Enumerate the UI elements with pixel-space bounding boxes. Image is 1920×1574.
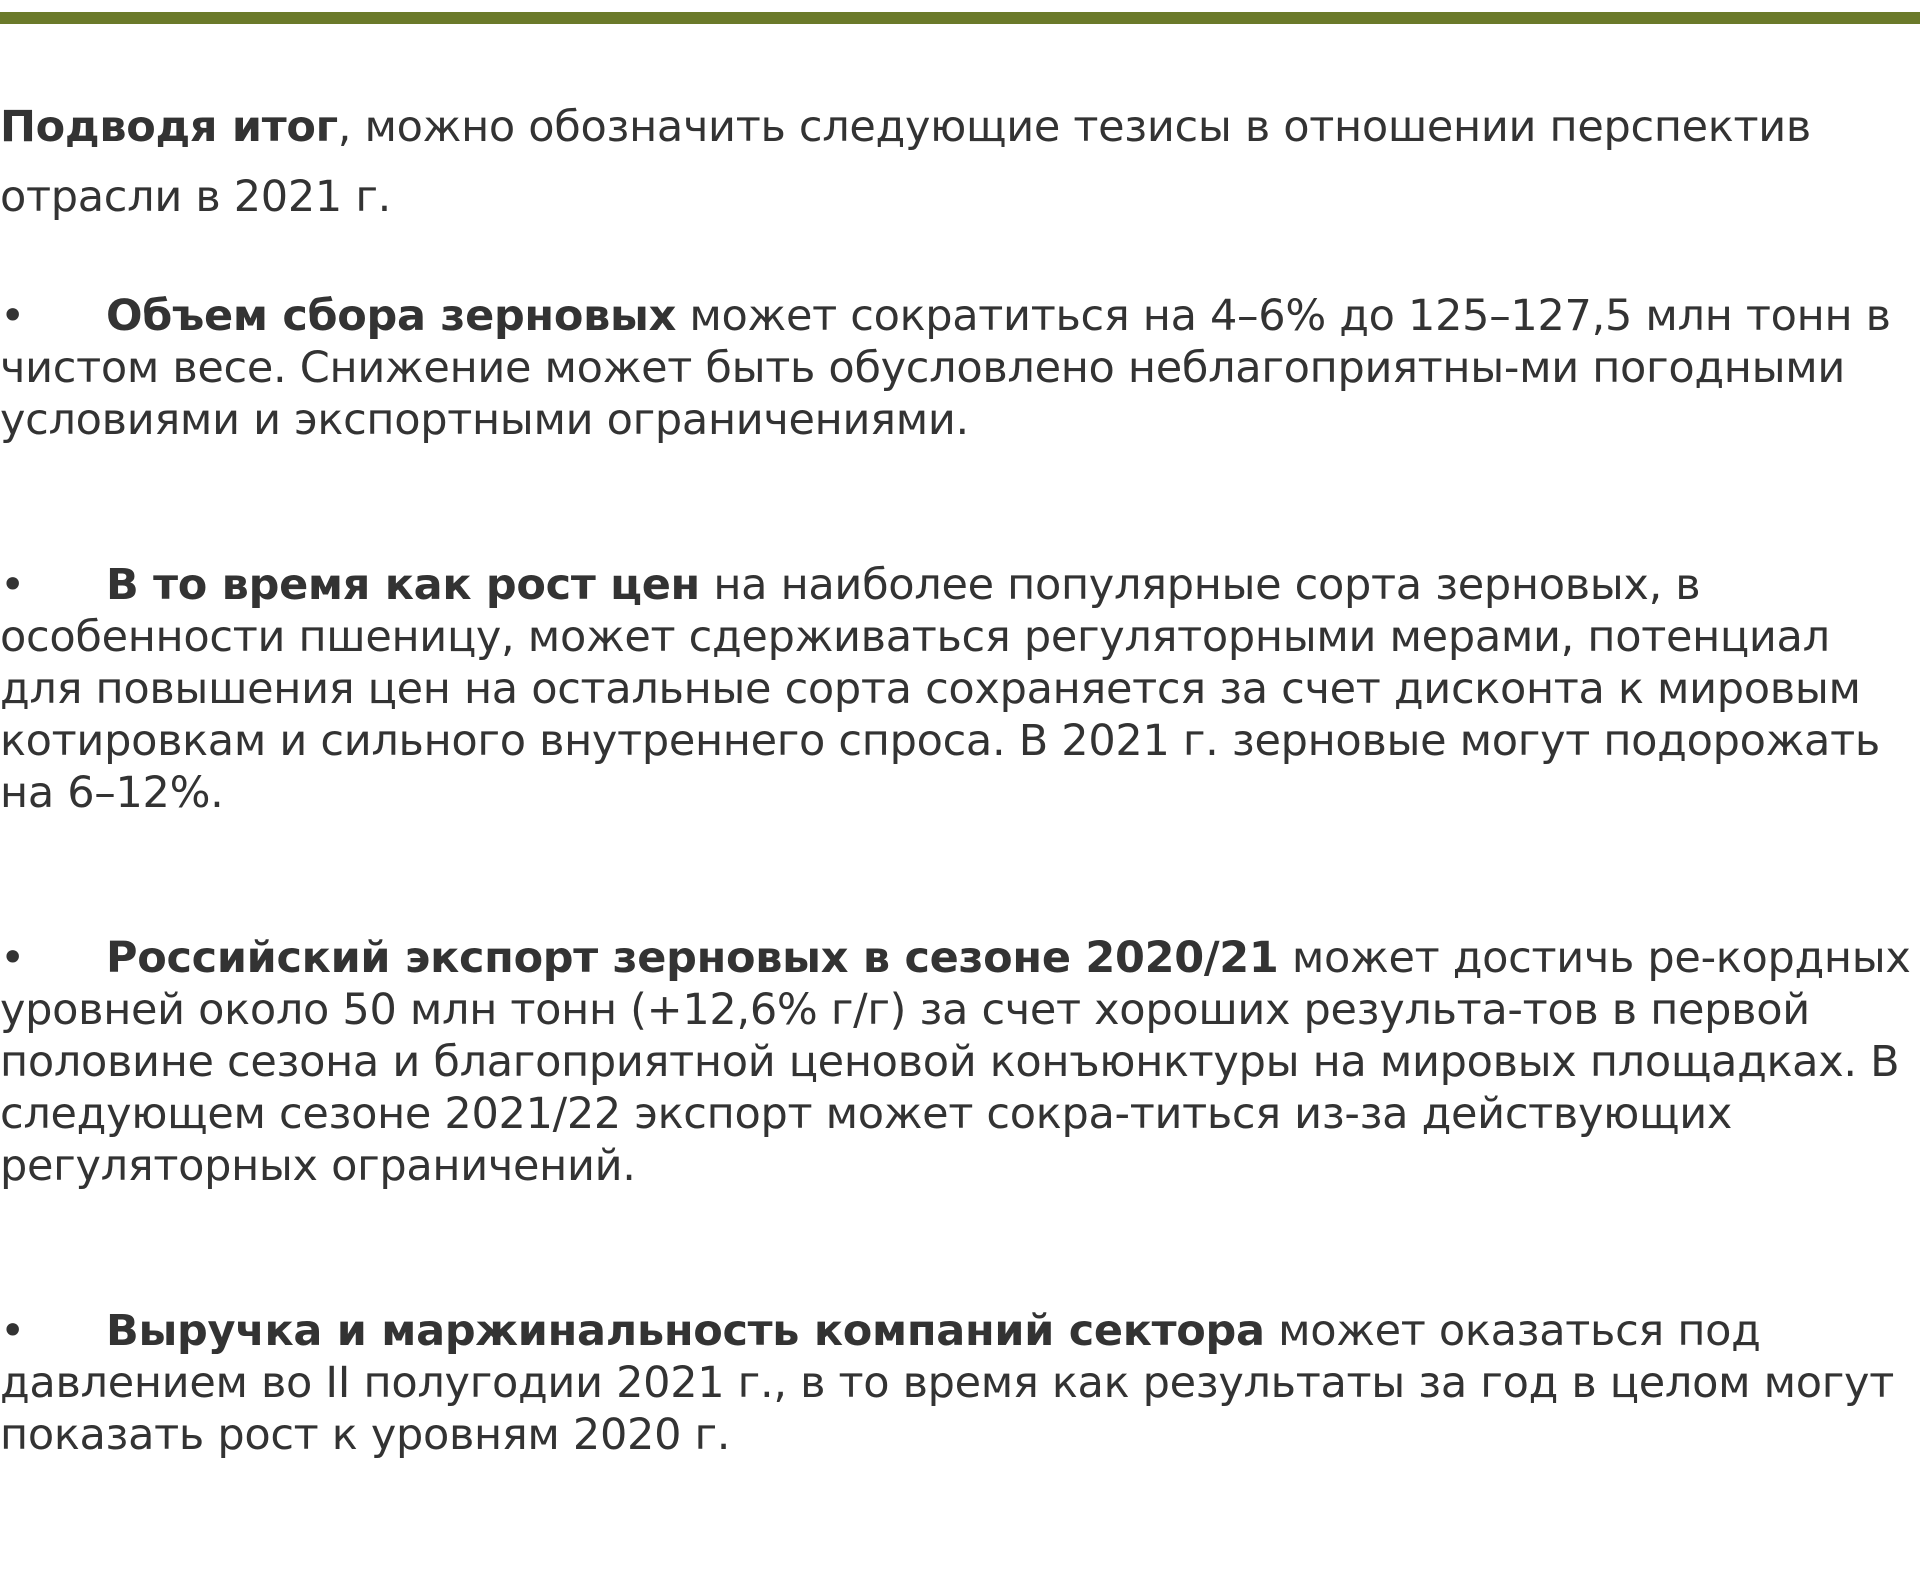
- intro-lead: Подводя итог: [0, 102, 338, 152]
- bullet-icon: •: [0, 933, 26, 983]
- thesis-export: [0, 932, 1915, 1192]
- thesis-heading: Объем сбора зерновых: [106, 291, 677, 341]
- intro-paragraph: [0, 92, 1900, 232]
- thesis-text: может оказаться под давлением во II полугодии 2021 г., в то время как результаты за год в целом могут показать рост к уровням 2020 г.: [0, 1306, 1894, 1460]
- thesis-text: может сократиться на 4–6% до 125–127,5 млн тонн в чистом весе. Снижение может быть обусловлено неблагоприятны-ми погодными условиями и экспортными ограничениями.: [0, 291, 1891, 445]
- bullet-icon: •: [0, 291, 26, 341]
- thesis-text: на наиболее популярные сорта зерновых, в особенности пшеницу, может сдерживаться регуляторными мерами, потенциал для повышения цен на остальные сорта сохраняется за счет дисконта к мировым котировкам и сильного внутреннего спроса. В 2021 г. зерновые могут подорожать на 6–12%.: [0, 560, 1880, 818]
- bullet-icon: •: [0, 560, 26, 610]
- bullet-icon: •: [0, 1306, 26, 1356]
- intro-text: , можно обозначить следующие тезисы в отношении перспектив отрасли в 2021 г.: [0, 102, 1811, 222]
- thesis-heading: В то время как рост цен: [106, 560, 700, 610]
- thesis-heading: Российский экспорт зерновых в сезоне 2020/21: [106, 933, 1279, 983]
- theses-list: [0, 290, 1915, 1574]
- thesis-harvest: [0, 290, 1915, 446]
- thesis-revenue: [0, 1305, 1915, 1461]
- thesis-heading: Выручка и маржинальность компаний сектора: [106, 1306, 1265, 1356]
- thesis-text: может достичь ре-кордных уровней около 50 млн тонн (+12,6% г/г) за счет хороших результа-тов в первой половине сезона и благоприятной ценовой конъюнктуры на мировых площадках. В следующем сезоне 2021/22 экспорт может сокра-титься из-за действующих регуляторных ограничений.: [0, 933, 1911, 1191]
- top-divider: [0, 12, 1920, 24]
- thesis-prices: [0, 559, 1915, 819]
